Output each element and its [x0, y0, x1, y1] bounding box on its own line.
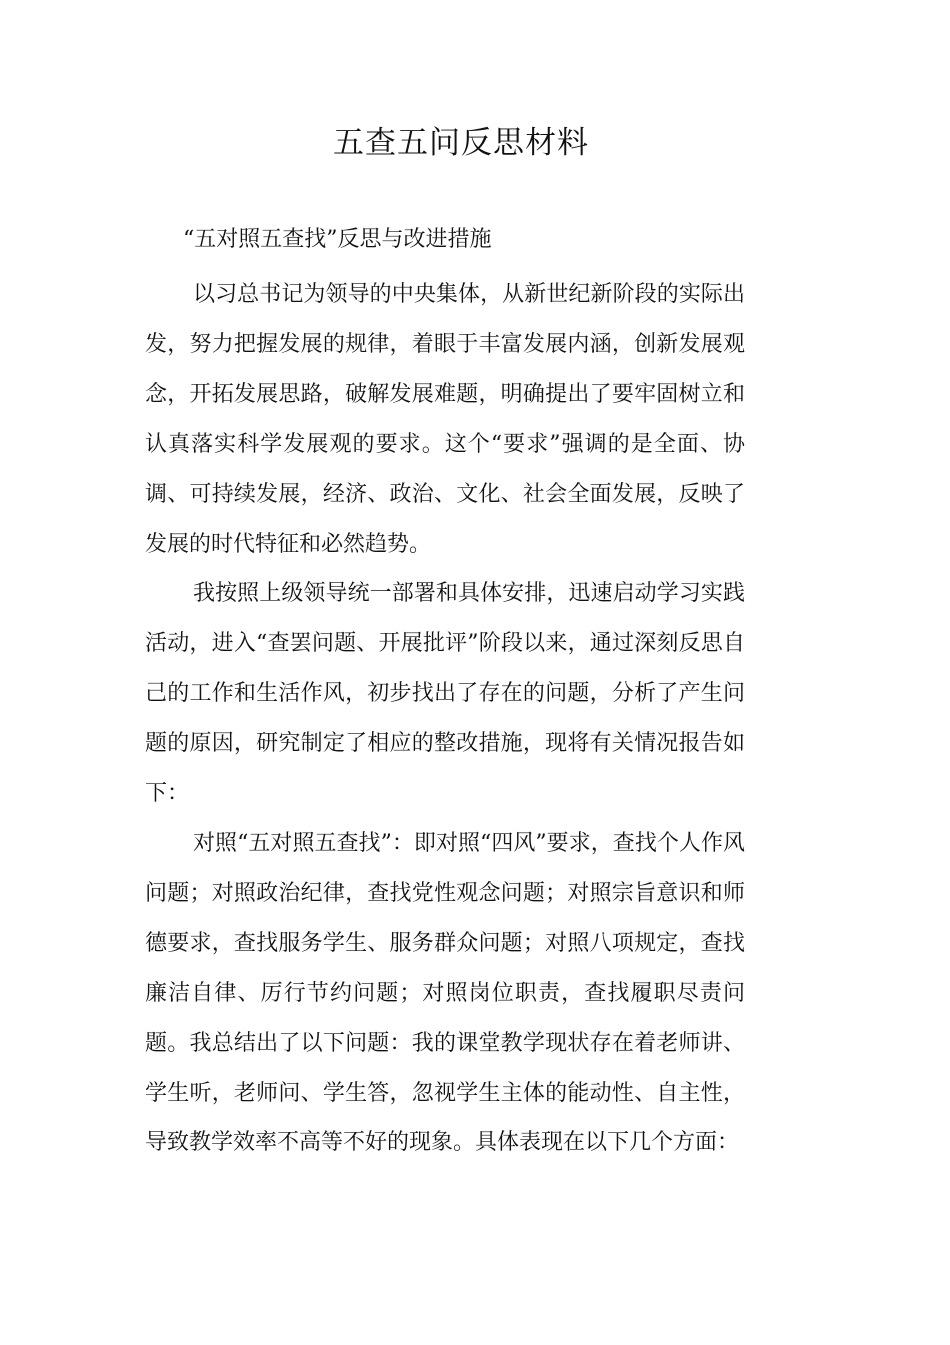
paragraph-3: 对照“五对照五查找”：即对照“四风”要求，查找个人作风问题；对照政治纪律，查找党性观念问题；对照宗旨意识和师德要求，查找服务学生、服务群众问题；对照八项规定，查找廉洁自律、厉行节约问题；对照岗位职责，查找履职尽责问题。我总结出了以下问题：我的课堂教学现状存在着老师讲、学生听，老师问、学生答，忽视学生主体的能动性、自主性，导致教学效率不高等不好的现象。具体表现在以下几个方面：	[145, 830, 745, 1156]
document-title: 五查五问反思材料	[333, 125, 589, 161]
document-subtitle: “五对照五查找”反思与改进措施	[183, 227, 492, 252]
paragraph-1: 以习总书记为领导的中央集体，从新世纪新阶段的实际出发，努力把握发展的规律，着眼于丰富发展内涵，创新发展观念，开拓发展思路，破解发展难题，明确提出了要牢固树立和认真落实科学发展观的要求。这个“要求”强调的是全面、协调、可持续发展，经济、政治、文化、社会全面发展，反映了发展的时代特征和必然趋势。	[145, 282, 745, 557]
paragraph-2: 我按照上级领导统一部署和具体安排，迅速启动学习实践活动，进入“查罢问题、开展批评”阶段以来，通过深刻反思自己的工作和生活作风，初步找出了存在的问题，分析了产生问题的原因，研究制定了相应的整改措施，现将有关情况报告如下：	[145, 581, 745, 807]
document-body	[145, 270, 745, 1168]
